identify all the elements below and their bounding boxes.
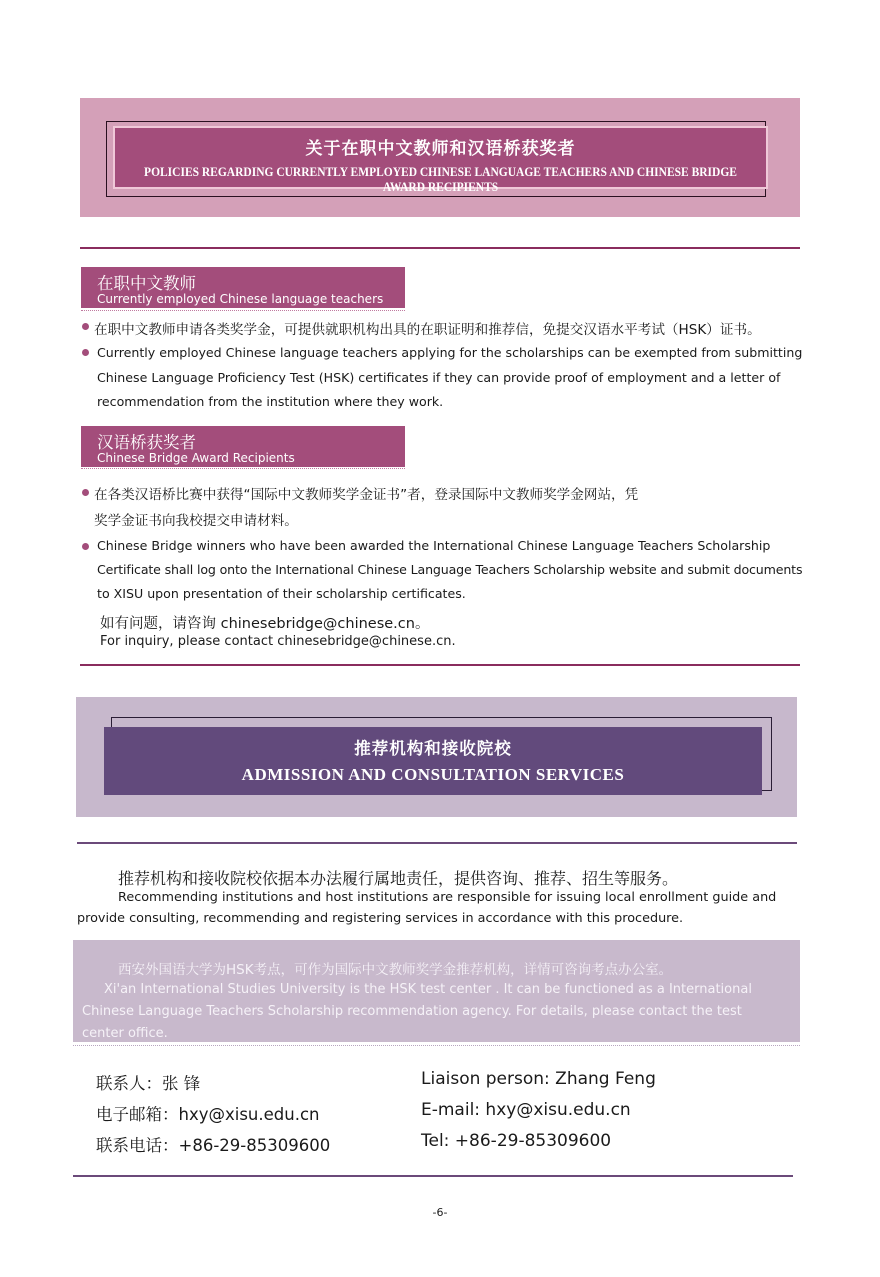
paragraph-en-line: Currently employed Chinese language teachers applying for the scholarships can be exempted from submitting (97, 345, 803, 360)
paragraph-cn-line: 在各类汉语桥比赛中获得“国际中文教师奖学金证书”者，登录国际中文教师奖学金网站，凭 (94, 487, 639, 503)
contact-email-en: E-mail: hxy@xisu.edu.cn (421, 1100, 631, 1120)
policies-banner (80, 98, 800, 217)
services-en-line: Recommending institutions and host institutions are responsible for issuing local enrollment guide and (118, 890, 777, 905)
paragraph-en-line: to XISU upon presentation of their scholarship certificates. (97, 586, 466, 601)
bullet-dot (82, 349, 89, 356)
paragraph-en-line: Chinese Language Proficiency Test (HSK) certificates if they can provide proof of employment and a letter of (97, 370, 781, 385)
admission-banner (76, 697, 797, 817)
banner-title-box (104, 727, 762, 795)
divider (80, 664, 800, 666)
banner-title-cn: 推荐机构和接收院校 (354, 739, 512, 758)
contact-email-cn: 电子邮箱：hxy@xisu.edu.cn (96, 1105, 320, 1124)
paragraph-en-line: Certificate shall log onto the International Chinese Language Teachers Scholarship website and submit documents (97, 562, 803, 577)
inquiry-cn: 如有问题，请咨询 chinesebridge@chinese.cn。 (100, 616, 430, 632)
page-number: -6- (432, 1206, 448, 1219)
dotted-divider (81, 310, 405, 311)
section-heading-chinese-bridge (81, 426, 405, 467)
bullet-dot (82, 543, 89, 550)
paragraph-cn: 在职中文教师申请各类奖学金，可提供就职机构出具的在职证明和推荐信，免提交汉语水平考试（HSK）证书。 (94, 322, 761, 338)
dotted-divider (81, 468, 405, 469)
services-en-line: provide consulting, recommending and registering services in accordance with this procedure. (77, 911, 684, 926)
services-cn: 推荐机构和接收院校依据本办法履行属地责任，提供咨询、推荐、招生等服务。 (118, 869, 679, 888)
section-heading-teachers (81, 267, 405, 308)
section-heading-cn: 汉语桥获奖者 (97, 433, 196, 452)
paragraph-cn-line: 奖学金证书向我校提交申请材料。 (94, 513, 298, 529)
hsk-en-line: Xi'an International Studies University is the HSK test center . It can be functioned as a International (104, 982, 752, 997)
banner-title-cn: 关于在职中文教师和汉语桥获奖者 (305, 139, 576, 159)
paragraph-en-line: recommendation from the institution where they work. (97, 394, 444, 409)
divider (77, 842, 797, 844)
bullet-dot (82, 323, 89, 330)
contact-person-en: Liaison person: Zhang Feng (421, 1069, 656, 1089)
inquiry-en: For inquiry, please contact chinesebridge@chinese.cn. (100, 634, 456, 649)
hsk-en-line: Chinese Language Teachers Scholarship recommendation agency. For details, please contact the test (82, 1004, 742, 1019)
contact-person-cn: 联系人：张 锋 (96, 1074, 201, 1093)
section-heading-cn: 在职中文教师 (97, 274, 196, 293)
banner-title-box (113, 126, 768, 194)
section-heading-en: Currently employed Chinese language teachers (97, 292, 384, 306)
hsk-info-box (73, 940, 800, 1042)
dotted-divider (73, 1045, 800, 1046)
divider (80, 247, 800, 249)
contact-tel-en: Tel: +86-29-85309600 (421, 1131, 612, 1151)
paragraph-en-line: Chinese Bridge winners who have been awarded the International Chinese Language Teachers Scholarship (97, 538, 771, 553)
contact-tel-cn: 联系电话：+86-29-85309600 (96, 1136, 331, 1155)
divider (73, 1175, 793, 1177)
banner-title-en: POLICIES REGARDING CURRENTLY EMPLOYED CHINESE LANGUAGE TEACHERS AND CHINESE BRIDGE AWARD RECIPIENTS (144, 165, 737, 194)
banner-title-en: ADMISSION AND CONSULTATION SERVICES (241, 765, 625, 784)
hsk-cn: 西安外国语大学为HSK考点，可作为国际中文教师奖学金推荐机构，详情可咨询考点办公室。 (118, 962, 673, 978)
section-heading-en: Chinese Bridge Award Recipients (97, 451, 295, 465)
hsk-en-line: center office. (82, 1026, 168, 1041)
bullet-dot (82, 489, 89, 496)
